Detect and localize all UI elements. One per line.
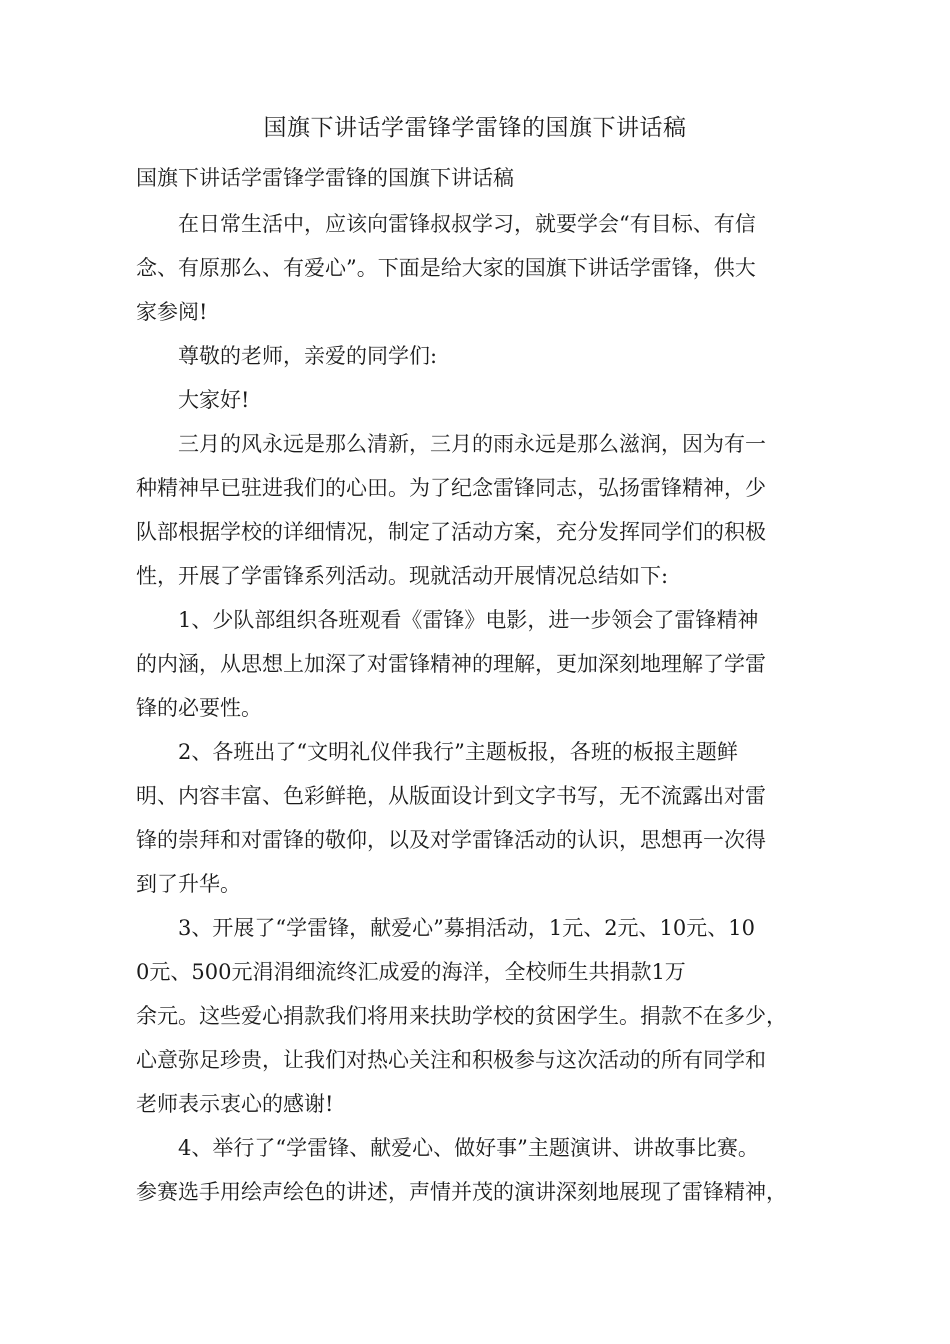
paragraph-line: 在日常生活中，应该向雷锋叔叔学习，就要学会“有目标、有信 — [178, 212, 756, 236]
paragraph-line: 老师表示衷心的感谢! — [136, 1092, 334, 1116]
paragraph-line: 锋的必要性。 — [136, 696, 262, 720]
paragraph-line: 到了升华。 — [136, 872, 241, 896]
paragraph-line: 尊敬的老师，亲爱的同学们: — [178, 344, 438, 368]
paragraph-line: 家参阅! — [136, 300, 208, 324]
paragraph-line: 锋的崇拜和对雷锋的敬仰，以及对学雷锋活动的认识，思想再一次得 — [136, 828, 766, 852]
paragraph-line: 念、有原那么、有爱心”。下面是给大家的国旗下讲话学雷锋，供大 — [136, 256, 756, 280]
paragraph-line: 的内涵，从思想上加深了对雷锋精神的理解，更加深刻地理解了学雷 — [136, 652, 766, 676]
paragraph-line: 参赛选手用绘声绘色的讲述，声情并茂的演讲深刻地展现了雷锋精神， — [136, 1180, 787, 1204]
paragraph-line: 性，开展了学雷锋系列活动。现就活动开展情况总结如下: — [136, 564, 669, 588]
document-title: 国旗下讲话学雷锋学雷锋的国旗下讲话稿 — [263, 115, 687, 141]
paragraph-line: 2、各班出了“文明礼仪伴我行”主题板报，各班的板报主题鲜 — [178, 740, 738, 764]
paragraph-line: 3、开展了“学雷锋，献爱心”募捐活动，1元、2元、10元、10 — [178, 916, 755, 940]
paragraph-line: 0元、500元涓涓细流终汇成爱的海洋，全校师生共捐款1万 — [136, 960, 686, 984]
paragraph-line: 三月的风永远是那么清新，三月的雨永远是那么滋润，因为有一 — [178, 432, 766, 456]
paragraph-line: 1、少队部组织各班观看《雷锋》电影，进一步领会了雷锋精神 — [178, 608, 759, 632]
paragraph-line: 大家好! — [178, 388, 250, 412]
paragraph-line: 4、举行了“学雷锋、献爱心、做好事”主题演讲、讲故事比赛。 — [178, 1136, 759, 1160]
paragraph-line: 种精神早已驻进我们的心田。为了纪念雷锋同志，弘扬雷锋精神，少 — [136, 476, 766, 500]
paragraph-line: 明、内容丰富、色彩鲜艳，从版面设计到文字书写，无不流露出对雷 — [136, 784, 766, 808]
paragraph-line: 队部根据学校的详细情况，制定了活动方案，充分发挥同学们的积极 — [136, 520, 766, 544]
paragraph-line: 余元。这些爱心捐款我们将用来扶助学校的贫困学生。捐款不在多少， — [136, 1004, 787, 1028]
paragraph-line: 心意弥足珍贵，让我们对热心关注和积极参与这次活动的所有同学和 — [136, 1048, 766, 1072]
document-subtitle: 国旗下讲话学雷锋学雷锋的国旗下讲话稿 — [136, 166, 514, 190]
